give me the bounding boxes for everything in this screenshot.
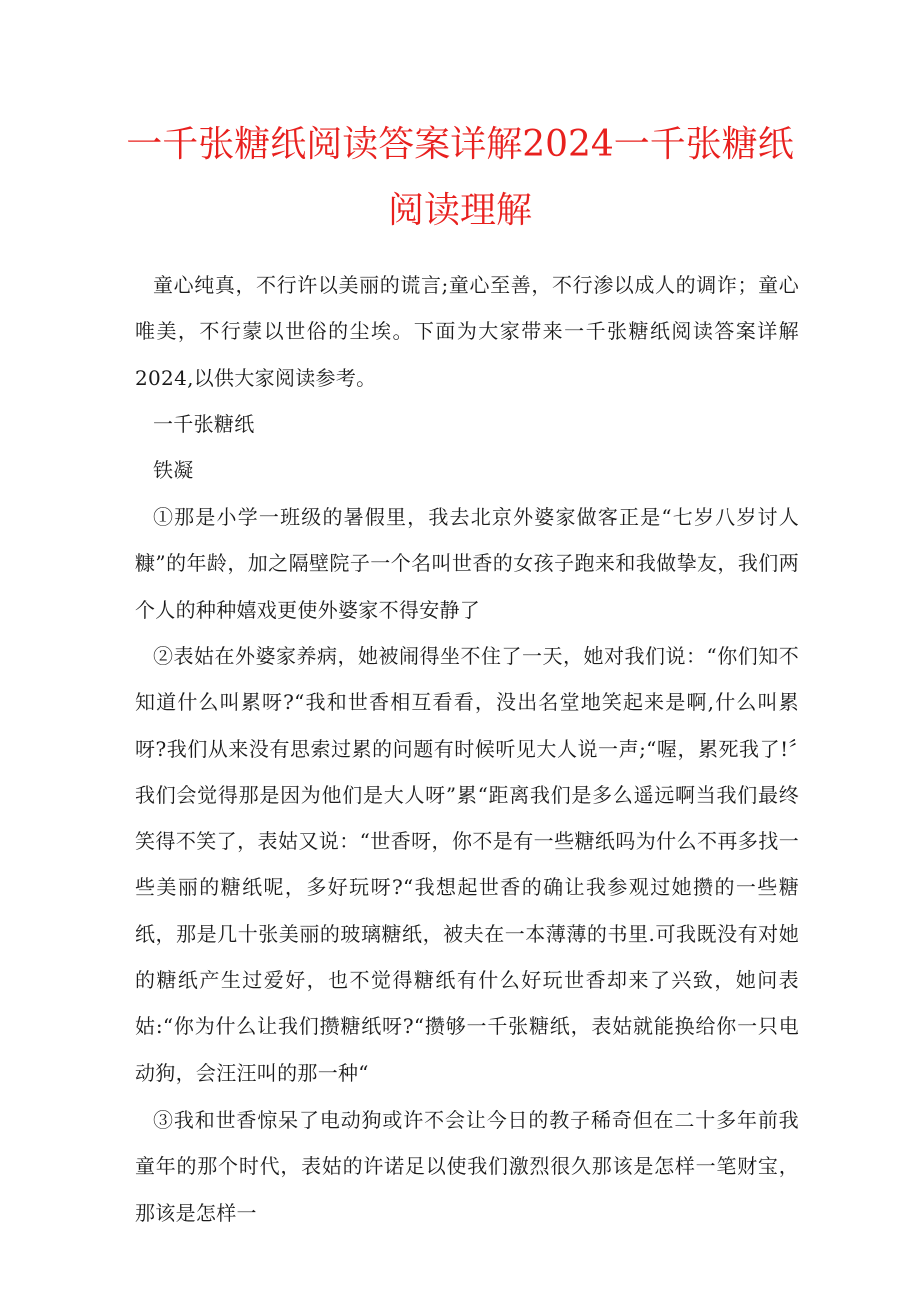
document-title-line-1: 一千张糖纸阅读答案详解2024一千张糖纸 — [126, 124, 794, 165]
story-paragraph-1: ①那是小学一班级的暑假里，我去北京外婆家做客正是“七岁八岁讨人糠”的年龄，加之隔壁院子一个名叫世香的女孩子跑来和我做挚友，我们两个人的种种嬉戏更使外婆家不得安静了 — [135, 505, 799, 622]
intro-paragraph: 童心纯真，不行许以美丽的谎言;童心至善，不行渗以成人的调诈；童心唯美，不行蒙以世俗的尘埃。下面为大家带来一千张糖纸阅读答案详解2024,以供大家阅读参考。 — [135, 273, 799, 390]
document-title-line-2: 阅读理解 — [387, 190, 532, 231]
story-title: 一千张糖纸 — [153, 412, 255, 436]
story-paragraph-2: ②表姑在外婆家养病，她被闹得坐不住了一天，她对我们说：“你们知不知道什么叫累呀?“我和世香相互看看，没出名堂地笑起来是啊,什么叫累呀?我们从来没有思索过累的问题有时候听见大人说一声;“喔，累死我了!〞我们会觉得那是因为他们是大人呀”累“距离我们是多么遥远啊当我们最终笑得不笑了，表姑又说：“世香呀，你不是有一些糖纸吗为什么不再多找一些美丽的糖纸呢，多好玩呀?“我想起世香的确让我参观过她攒的一些糖纸，那是几十张美丽的玻璃糖纸，被夫在一本薄薄的书里.可我既没有对她的糖纸产生过爱好，也不觉得糖纸有什么好玩世香却来了兴致，她问表姑:“你为什么让我们攒糖纸呀?“攒够一千张糖纸，表姑就能换给你一只电动狗，会汪汪叫的那一种“ — [135, 644, 799, 1085]
story-paragraph-3: ③我和世香惊呆了电动狗或许不会让今日的教子稀奇但在二十多年前我童年的那个时代，表姑的许诺足以使我们激烈很久那该是怎样一笔财宝，那该是怎样一 — [135, 1108, 799, 1225]
story-author: 铁凝 — [153, 458, 194, 482]
